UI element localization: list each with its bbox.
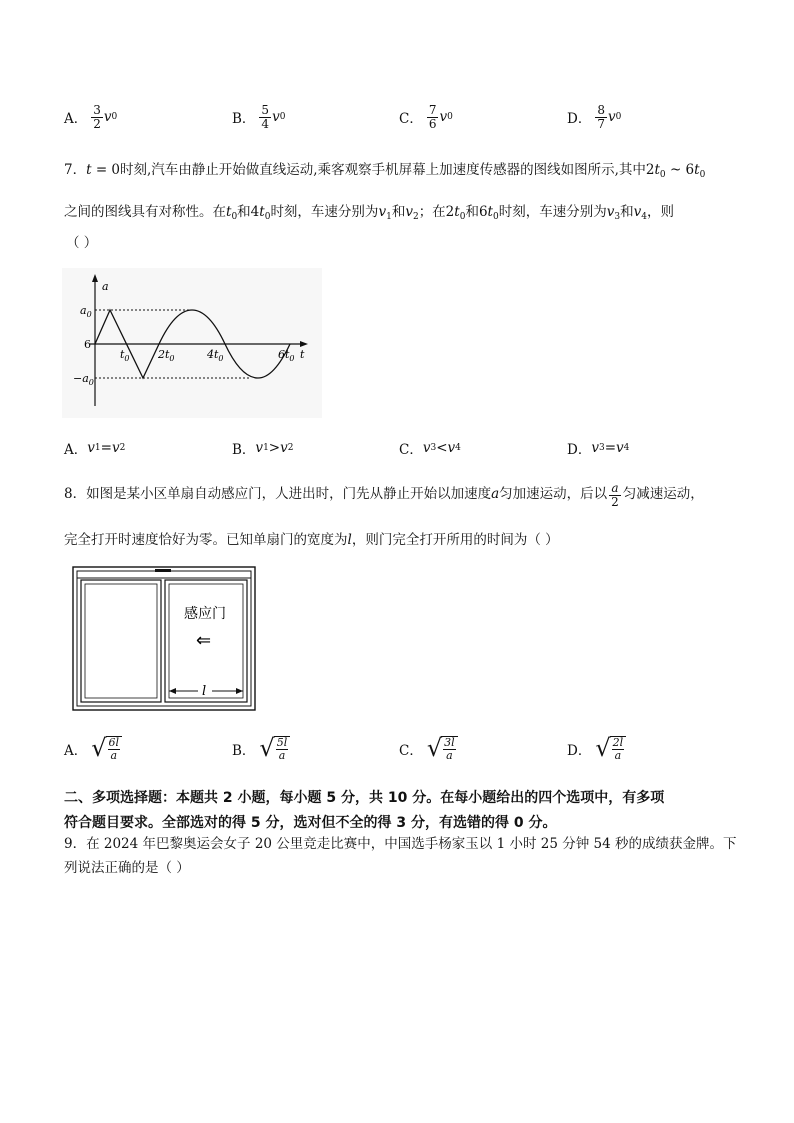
q8-option-b[interactable]: B． √ 5l a (232, 736, 290, 762)
q6-option-d[interactable]: D． $\frac{8}{7}$ v 0 (567, 103, 622, 131)
axis-x-label: t (300, 348, 305, 361)
double-arrow-icon: ⇐ (196, 630, 212, 651)
q7-option-d[interactable]: D． v 3 = v 4 (567, 440, 630, 458)
q8-option-c[interactable]: C． √ 3l a (399, 736, 458, 762)
q8-line-2: 完全打开时速度恰好为零。已知单扇门的宽度为l，则门完全打开所用的时间为（ ） (64, 532, 559, 548)
section-2-heading-line-1: 二、多项选择题：本题共 2 小题，每小题 5 分，共 10 分。在每小题给出的四个选项中，有多项 (64, 790, 665, 806)
fraction: $\frac{8}{7}$ (597, 103, 605, 131)
neg-a0-label: $-a_0$ (73, 372, 94, 387)
fraction: $\frac{3}{2}$ (93, 103, 101, 131)
q7-answer-paren: （ ） (66, 235, 98, 251)
fraction: $\frac{5}{4}$ (261, 103, 270, 131)
q6-option-c[interactable]: C． $\frac{7}{6}$ v 0 (399, 103, 453, 131)
q8-option-d[interactable]: D． √ 2l a (567, 736, 626, 762)
q7-line-1: 7．t = 0时刻,汽车由静止开始做直线运动,乘客观察手机屏幕上加速度传感器的图线如图所示,其中$2t_0$ ~ $6t_0$ (64, 162, 706, 180)
q6-option-b[interactable]: B． $\frac{5}{4}$ v 0 (232, 103, 286, 131)
q8-sliding-door-diagram (72, 566, 256, 711)
door-label: 感应门 (184, 606, 226, 622)
q7-option-c[interactable]: C． v 3 < v 4 (399, 440, 461, 458)
origin-label: 6 (84, 338, 91, 351)
6t0-tick: $6t_0$ (278, 348, 295, 363)
q9-line-1: 9．在 2024 年巴黎奥运会女子 20 公里竞走比赛中，中国选手杨家玉以 1 小时 25 分钟 54 秒的成绩获金牌。下 (64, 836, 737, 852)
width-label: l (202, 684, 207, 699)
2t0-tick: $2t_0$ (158, 348, 175, 363)
q8-line-1: 8．如图是某小区单扇自动感应门，人进出时，门先从静止开始以加速度 a 匀加速运动，后以 $\frac{a}{2}$ 匀减速运动， (64, 481, 704, 509)
t0-tick: $t_0$ (120, 348, 130, 363)
q9-line-2: 列说法正确的是（ ） (64, 860, 190, 876)
q7-option-b[interactable]: B． v 1 > v 2 (232, 440, 294, 458)
fraction: $\frac{7}{6}$ (428, 103, 437, 131)
a0-label: $a_0$ (80, 304, 92, 319)
q6-option-a[interactable]: A． $\frac{3}{2}$ v 0 (64, 103, 118, 131)
axis-y-label: a (102, 280, 109, 293)
q7-option-a[interactable]: A． v 1 = v 2 (64, 440, 126, 458)
q8-option-a[interactable]: A． √ 6l a (64, 736, 122, 762)
q7-acceleration-graph (62, 268, 322, 418)
q7-line-2: 之间的图线具有对称性。在$t_0$和$4t_0$时刻，车速分别为$v_1$和$v_2$；在$2t_0$和$6t_0$时刻，车速分别为$v_3$和$v_4$，则 (64, 204, 674, 222)
section-2-heading-line-2: 符合题目要求。全部选对的得 5 分，选对但不全的得 3 分，有选错的得 0 分。 (64, 815, 557, 831)
4t0-tick: $4t_0$ (207, 348, 224, 363)
